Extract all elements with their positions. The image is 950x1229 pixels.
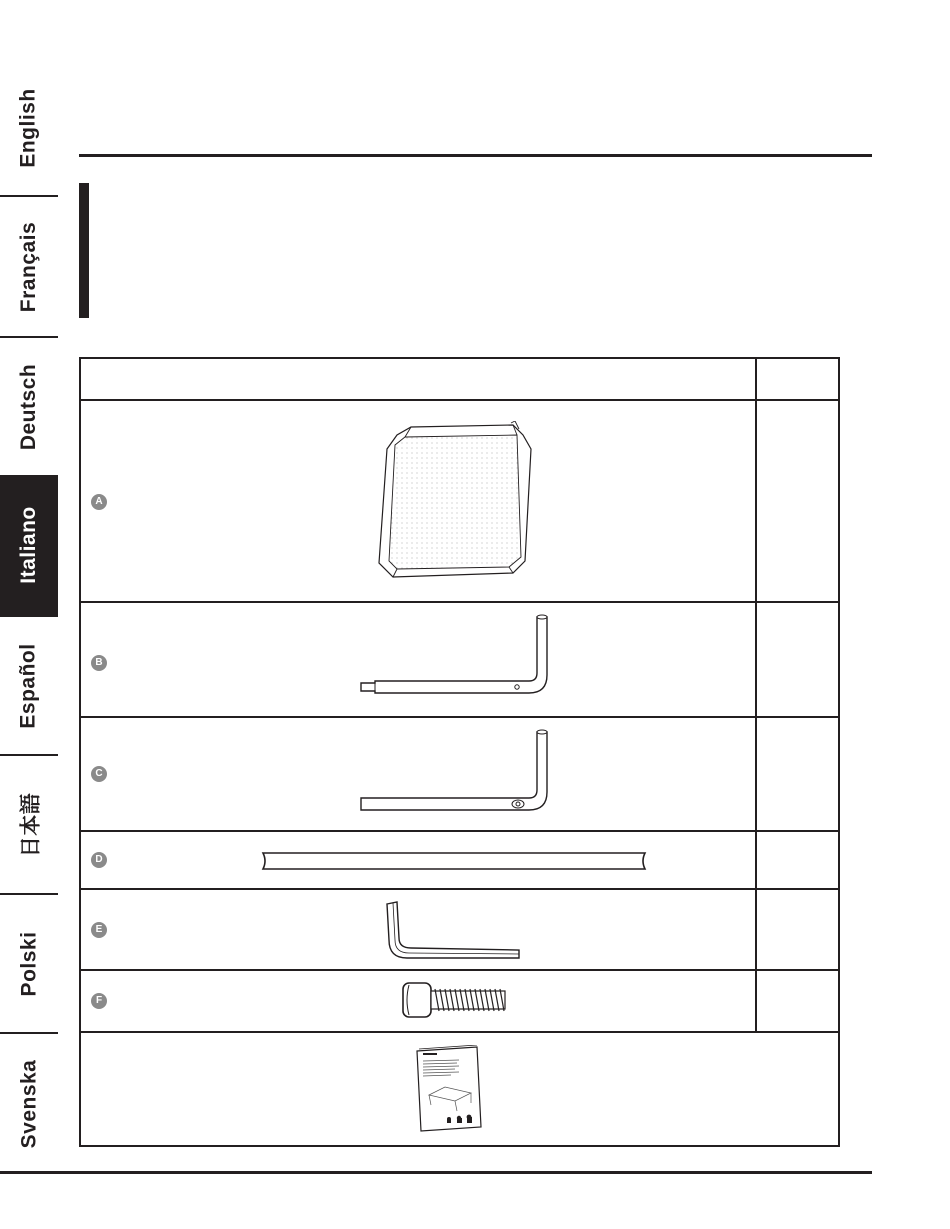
hex-key-icon (385, 900, 525, 962)
tab-italiano[interactable] (0, 475, 58, 617)
l-tube-with-hole-icon (359, 728, 554, 816)
table-row-part-b (81, 603, 838, 718)
qty-cell (755, 890, 838, 969)
tab-label: Svenska (17, 1059, 41, 1148)
table-row-part-a (81, 401, 838, 603)
tab-label: Français (17, 221, 41, 312)
bottom-divider (0, 1171, 872, 1174)
part-letter-badge: E (91, 922, 107, 938)
top-divider (79, 154, 872, 157)
mesh-panel-icon (375, 421, 535, 581)
qty-cell (755, 971, 838, 1031)
tab-label: Deutsch (17, 363, 41, 450)
part-letter-badge: B (91, 655, 107, 671)
part-letter-badge: C (91, 766, 107, 782)
part-letter-badge: F (91, 993, 107, 1009)
screw-icon (399, 981, 513, 1021)
tab-deutsch[interactable] (0, 338, 58, 477)
qty-cell (755, 718, 838, 830)
qty-cell (755, 401, 838, 601)
part-letter-badge: D (91, 852, 107, 868)
qty-header-cell (755, 359, 838, 399)
tab-label: Italiano (17, 506, 41, 584)
qty-cell (755, 832, 838, 888)
l-tube-with-pin-icon (359, 613, 554, 701)
tab-english[interactable] (0, 60, 58, 197)
tab-label: English (17, 87, 40, 168)
tab-svenska[interactable] (0, 1034, 58, 1173)
tab-label: Polski (17, 931, 40, 996)
table-row-part-f (81, 971, 838, 1033)
qty-cell (755, 603, 838, 716)
section-heading-bar (79, 183, 89, 318)
instruction-manual-icon (415, 1045, 483, 1133)
part-letter-badge: A (91, 494, 107, 510)
table-row-part-e (81, 890, 838, 971)
tab-polski[interactable] (0, 895, 58, 1034)
straight-tube-icon (259, 850, 651, 872)
table-row-manual (81, 1033, 838, 1145)
table-header-row (81, 359, 838, 401)
table-row-part-c (81, 718, 838, 832)
tab-espanol[interactable] (0, 617, 58, 756)
tab-japanese[interactable] (0, 756, 58, 895)
tab-francais[interactable] (0, 197, 58, 338)
tab-label: 日本語 (19, 792, 42, 857)
parts-table (79, 357, 840, 1147)
table-row-part-d (81, 832, 838, 890)
tab-label: Español (17, 642, 40, 729)
